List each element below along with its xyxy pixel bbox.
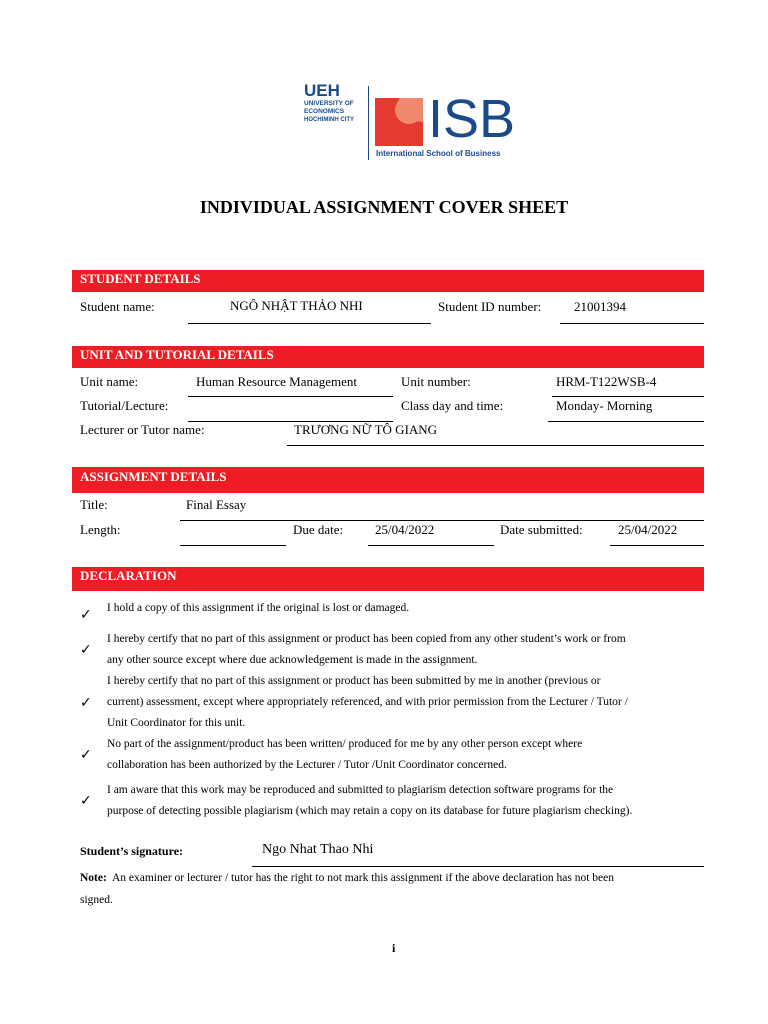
unit-name-label: Unit name: [80,374,139,389]
check-icon: ✓ [80,747,92,763]
due-date-value: 25/04/2022 [375,522,435,537]
assignment-title-underline [180,520,704,521]
unit-number-label: Unit number: [401,374,471,389]
due-date-label: Due date: [293,522,344,537]
declaration-line: I hold a copy of this assignment if the original is lost or damaged. [107,602,410,614]
declaration-line: No part of the assignment/product has been written/ produced for me by any other person except where [107,738,583,750]
declaration-item-3 [107,671,707,734]
note-line-1 [80,867,700,889]
ueh-logo [304,82,366,124]
check-icon: ✓ [80,642,92,658]
ueh-line-2: ECONOMICS [304,108,345,115]
isb-mark-icon [375,98,423,146]
declaration-line: collaboration has been authorized by the Lecturer / Tutor /Unit Coordinator concerned. [107,759,507,771]
declaration-line: I hereby certify that no part of this assignment or product has been copied from any other student’s work or from [107,633,626,645]
isb-title: ISB [428,89,516,149]
student-id-label: Student ID number: [438,299,542,314]
check-icon: ✓ [80,793,92,809]
date-submitted-underline [610,545,704,546]
tutorial-label: Tutorial/Lecture: [80,398,169,413]
signature-value: Ngo Nhat Thao Nhi [262,842,374,857]
assignment-title-label: Title: [80,497,108,512]
assignment-title-value: Final Essay [186,497,247,512]
declaration-line: purpose of detecting possible plagiarism (which may retain a copy on its database for future plagiarism checking). [107,805,633,817]
declaration-line: I hereby certify that no part of this assignment or product has been submitted by me in another (previous or [107,675,601,687]
declaration-line: current) assessment, except where appropriately referenced, and with prior permission from the Lecturer / Tutor / [107,696,628,708]
lecturer-label: Lecturer or Tutor name: [80,422,205,437]
check-icon: ✓ [80,607,92,623]
note-text-1: An examiner or lecturer / tutor has the right to not mark this assignment if the above declaration has not been [111,872,614,884]
class-time-underline [548,421,704,422]
student-id-underline [560,323,704,324]
tutorial-underline [188,396,393,397]
student-name-value: NGÔ NHẬT THẢO NHI [230,298,363,313]
ueh-title: UEH [304,81,340,100]
logo [300,82,540,162]
declaration-line: any other source except where due acknowledgement is made in the assignment. [107,654,478,666]
signature-label: Student’s signature: [80,844,184,858]
due-date-underline [368,545,494,546]
unit-name-value: Human Resource Management [196,374,358,389]
length-underline [180,545,286,546]
student-name-label: Student name: [80,299,155,314]
unit-number-underline [552,396,704,397]
declaration-line: Unit Coordinator for this unit. [107,717,246,729]
ueh-line-3: HOCHIMINH CITY [304,117,354,123]
lecturer-value: TRƯƠNG NỮ TÔ GIANG [294,422,438,437]
isb-subtitle: International School of Business [376,149,501,158]
class-time-label: Class day and time: [401,398,504,413]
assignment-details-header: ASSIGNMENT DETAILS [72,467,704,493]
note-label: Note: [80,872,107,884]
declaration-item-5 [107,780,707,822]
student-details-header: STUDENT DETAILS [72,270,704,292]
declaration-item-1 [107,598,707,619]
declaration-header: DECLARATION [72,567,704,591]
declaration-item-2 [107,629,707,671]
length-label: Length: [80,522,121,537]
ueh-line-1: UNIVERSITY OF [304,100,354,107]
lecturer-underline [287,445,704,446]
class-time-value: Monday- Morning [556,398,653,413]
check-icon: ✓ [80,695,92,711]
note [80,867,700,911]
logo-divider [368,86,369,160]
document-title: INDIVIDUAL ASSIGNMENT COVER SHEET [199,197,569,217]
student-id-value: 21001394 [574,299,626,314]
note-text-2: signed. [80,894,113,906]
declaration-line: I am aware that this work may be reproduced and submitted to plagiarism detection software programs for the [107,784,614,796]
student-name-underline [188,323,431,324]
unit-details-header: UNIT AND TUTORIAL DETAILS [72,346,704,368]
unit-number-value: HRM-T122WSB-4 [556,374,657,389]
date-submitted-label: Date submitted: [500,522,583,537]
declaration-item-4 [107,734,707,776]
page-number: i [392,941,396,955]
date-submitted-value: 25/04/2022 [618,522,678,537]
